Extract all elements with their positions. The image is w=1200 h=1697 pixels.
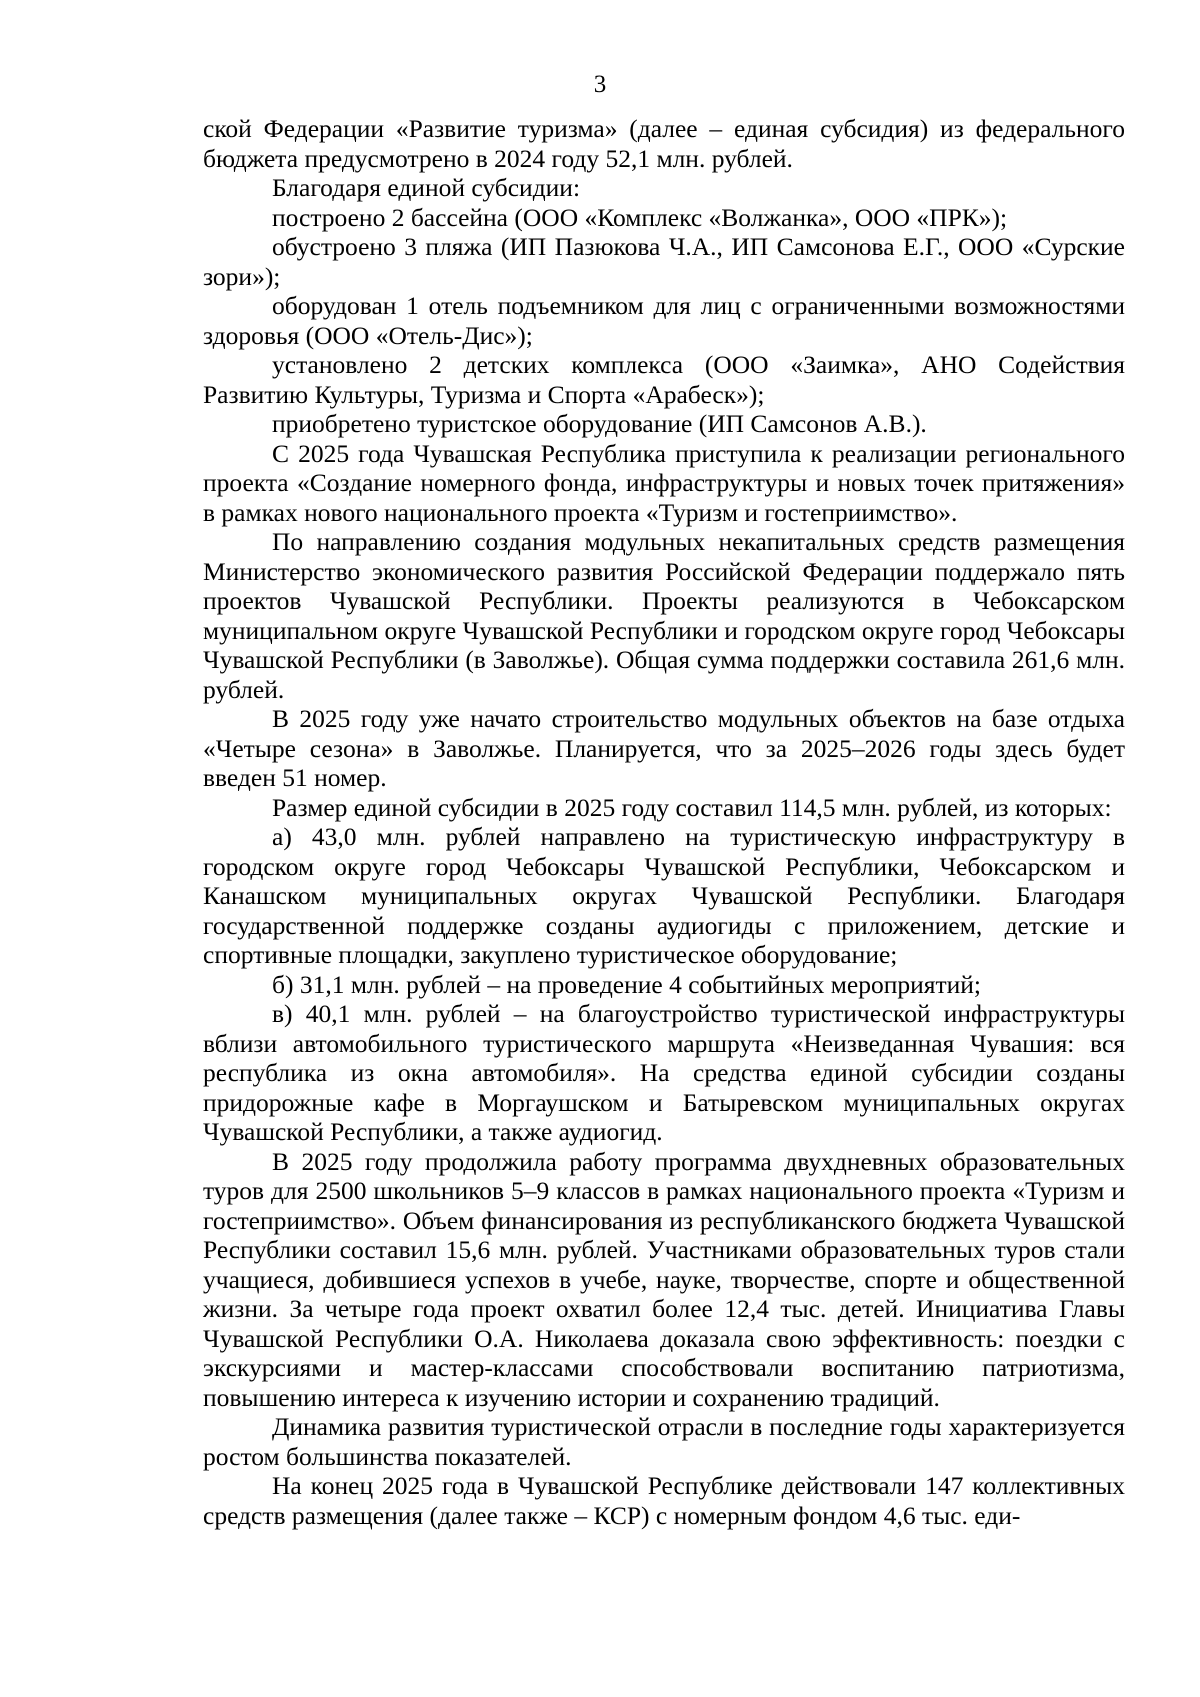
paragraph: Динамика развития туристической отрасли в последние годы характеризуется ростом большинства показателей. xyxy=(203,1412,1125,1471)
paragraph: В 2025 году продолжила работу программа двухдневных образовательных туров для 2500 школьников 5–9 классов в рамках национального проекта «Туризм и гостеприимство». Объем финансирования из республиканского бюджета Чувашской Республики составил 15,6 млн. рублей. Участниками образовательных туров стали учащиеся, добившиеся успехов в учебе, науке, творчестве, спорте и общественной жизни. За четыре года проект охватил более 12,4 тыс. детей. Инициатива Главы Чувашской Республики О.А. Николаева доказала свою эффективность: поездки с экскурсиями и мастер-классами способствовали воспитанию патриотизма, повышению интереса к изучению истории и сохранению традиций. xyxy=(203,1146,1125,1412)
paragraph: ской Федерации «Развитие туризма» (далее – единая субсидия) из федерального бюджета предусмотрено в 2024 году 52,1 млн. рублей. xyxy=(203,114,1125,173)
paragraph: С 2025 года Чувашская Республика приступила к реализации регионального проекта «Создание номерного фонда, инфраструктуры и новых точек притяжения» в рамках нового национального проекта «Туризм и гостеприимство». xyxy=(203,438,1125,527)
paragraph: Размер единой субсидии в 2025 году составил 114,5 млн. рублей, из которых: xyxy=(272,792,1112,822)
paragraph: б) 31,1 млн. рублей – на проведение 4 событийных мероприятий; xyxy=(272,969,981,999)
paragraph: В 2025 году уже начато строительство модульных объектов на базе отдыха «Четыре сезона» в Заволжье. Планируется, что за 2025–2026 годы здесь будет введен 51 номер. xyxy=(203,704,1125,792)
paragraph: обустроено 3 пляжа (ИП Пазюкова Ч.А., ИП Самсонова Е.Г., ООО «Сурские зори»); xyxy=(203,232,1125,291)
paragraph: в) 40,1 млн. рублей – на благоустройство туристической инфраструктуры вблизи автомобильного туристического маршрута «Неизведанная Чувашия: вся республика из окна автомобиля». На средства единой субсидии созданы придорожные кафе в Моргаушском и Батыревском муниципальных округах Чувашской Республики, а также аудиогид. xyxy=(203,999,1125,1146)
paragraph: Благодаря единой субсидии: xyxy=(272,173,581,202)
paragraph: На конец 2025 года в Чувашской Республике действовали 147 коллективных средств размещения (далее также – КСР) с номерным фондом 4,6 тыс. еди- xyxy=(203,1471,1125,1530)
paragraph: По направлению создания модульных некапитальных средств размещения Министерство экономического развития Российской Федерации поддержало пять проектов Чувашской Республики. Проекты реализуются в Чебоксарском муниципальном округе Чувашской Республики и городском округе город Чебоксары Чувашской Республики (в Заволжье). Общая сумма поддержки составила 261,6 млн. рублей. xyxy=(203,527,1125,704)
document-body xyxy=(203,114,1125,1530)
page-number: 3 xyxy=(593,71,607,98)
paragraph: приобретено туристское оборудование (ИП Самсонов А.В.). xyxy=(272,409,927,438)
paragraph: построено 2 бассейна (ООО «Комплекс «Волжанка», ООО «ПРК»); xyxy=(272,202,1008,232)
paragraph: а) 43,0 млн. рублей направлено на туристическую инфраструктуру в городском округе город Чебоксары Чувашской Республики, Чебоксарском и Канашском муниципальных округах Чувашской Республики. Благодаря государственной поддержке созданы аудиогиды с приложением, детские и спортивные площадки, закуплено туристическое оборудование; xyxy=(203,822,1125,969)
paragraph: оборудован 1 отель подъемником для лиц с ограниченными возможностями здоровья (ООО «Отель-Дис»); xyxy=(203,291,1125,350)
paragraph: установлено 2 детских комплекса (ООО «Заимка», АНО Содействия Развитию Культуры, Туризма и Спорта «Арабеск»); xyxy=(203,350,1125,409)
